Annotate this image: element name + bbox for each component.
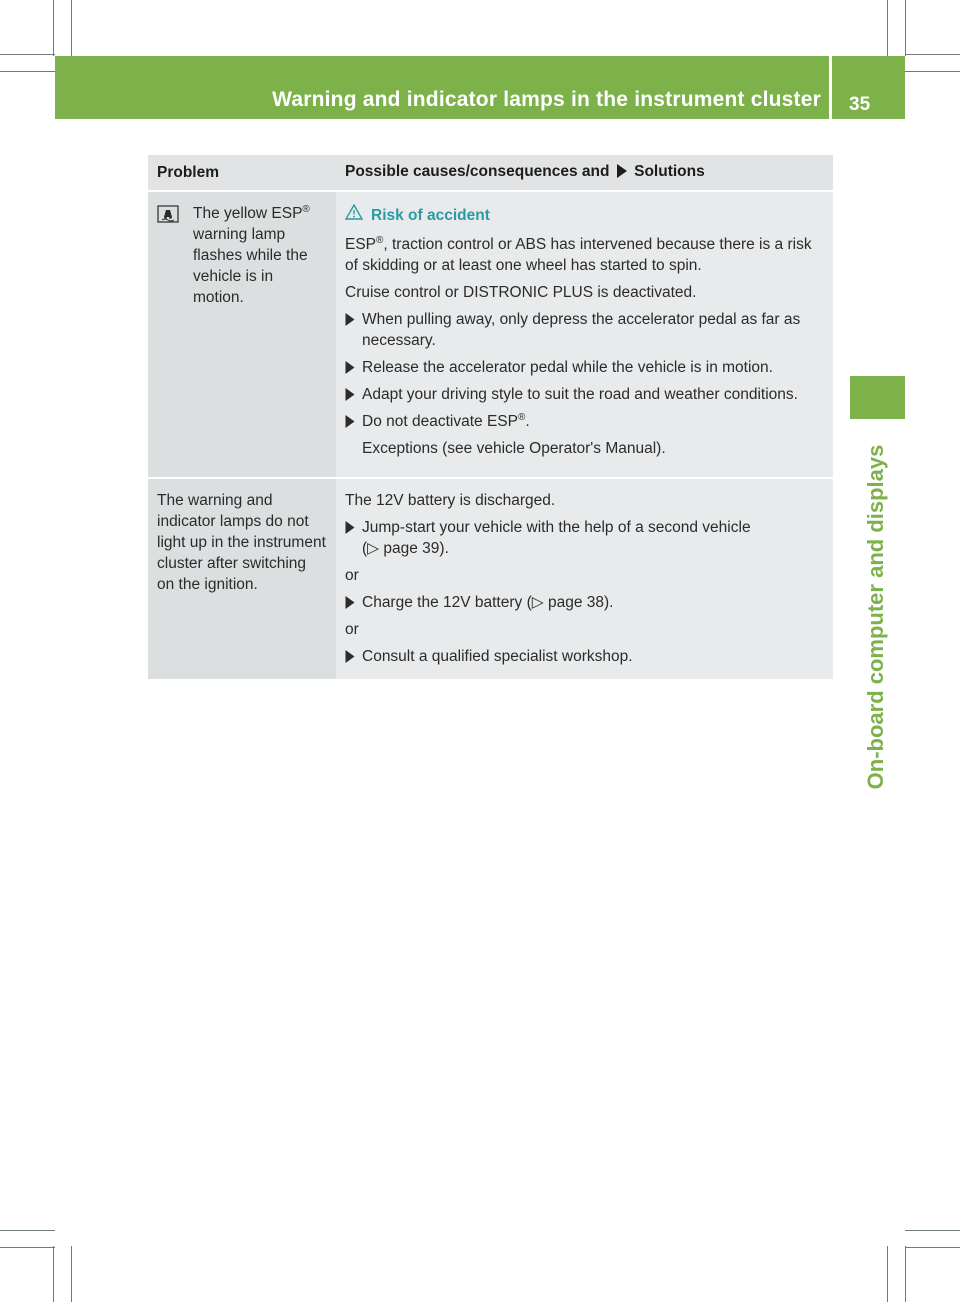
action-arrow-icon	[345, 517, 362, 538]
registered-mark: ®	[517, 411, 526, 423]
crop-mark	[905, 1247, 960, 1248]
step-text: When pulling away, only depress the accelerator pedal as far as necessary.	[362, 311, 801, 349]
section-label: On-board computer and displays	[863, 444, 888, 790]
column-header-solutions-b: Solutions	[634, 163, 705, 180]
column-header-solutions-a: Possible causes/consequences and	[345, 163, 610, 180]
table-row	[148, 478, 833, 679]
risk-desc-a: ESP	[345, 236, 377, 253]
table-row	[148, 191, 833, 478]
action-arrow-icon	[345, 384, 362, 405]
crop-mark	[71, 0, 72, 56]
solution-cell	[336, 191, 833, 478]
step-text: Jump-start your vehicle with the help of a second vehicle	[362, 519, 751, 536]
crop-mark	[53, 0, 54, 56]
or-separator: or	[345, 567, 359, 584]
esp-warning-icon	[157, 205, 179, 308]
action-arrow-icon	[345, 411, 362, 432]
action-arrow-icon	[345, 309, 362, 351]
page-title: Warning and indicator lamps in the instrument cluster	[272, 88, 821, 111]
table-header-row	[148, 155, 833, 191]
column-header-solutions	[336, 155, 833, 191]
step-text: Adapt your driving style to suit the road and weather conditions.	[362, 386, 798, 403]
list-item	[345, 646, 824, 667]
crop-mark	[0, 71, 55, 72]
warning-triangle-icon	[345, 204, 363, 226]
action-arrow-icon	[616, 163, 628, 184]
risk-desc-b: , traction control or ABS has intervened because there is a risk of skidding or at least one wheel has started to spin.	[345, 236, 812, 274]
column-header-problem: Problem	[148, 155, 336, 191]
section-tab	[850, 376, 905, 419]
page-number: 35	[849, 94, 871, 115]
step-text: Consult a qualified specialist workshop.	[362, 648, 633, 665]
crop-mark	[905, 71, 960, 72]
step-text	[362, 411, 530, 432]
list-item	[345, 357, 824, 378]
step-text: Charge the 12V battery (▷ page 38).	[362, 594, 614, 611]
step-text-a: Do not deactivate ESP	[362, 413, 518, 430]
registered-mark: ®	[376, 234, 384, 246]
crop-mark	[0, 1230, 55, 1231]
crop-mark	[905, 0, 906, 56]
exceptions-note: Exceptions (see vehicle Operator's Manual).	[362, 440, 666, 457]
risk-warning	[345, 204, 824, 226]
problem-cell	[148, 478, 336, 679]
header-divider	[829, 56, 832, 119]
warning-lamps-table	[148, 155, 833, 679]
problem-cell	[148, 191, 336, 478]
action-arrow-icon	[345, 592, 362, 613]
problem-text	[193, 203, 327, 308]
risk-title: Risk of accident	[371, 206, 490, 224]
list-item	[345, 384, 824, 405]
problem-text-b: warning lamp flashes while the vehicle is in motion.	[193, 226, 308, 306]
crop-mark	[53, 1246, 54, 1302]
page-reference: (▷ page 39).	[362, 540, 449, 557]
list-item	[345, 592, 824, 613]
step-text: Release the accelerator pedal while the vehicle is in motion.	[362, 359, 773, 376]
crop-mark	[905, 1246, 906, 1302]
list-item	[345, 517, 824, 538]
crop-mark	[887, 1246, 888, 1302]
battery-note: The 12V battery is discharged.	[345, 492, 556, 509]
crop-mark	[0, 54, 55, 55]
action-arrow-icon	[345, 646, 362, 667]
cruise-note: Cruise control or DISTRONIC PLUS is deactivated.	[345, 284, 697, 301]
registered-mark: ®	[302, 203, 310, 215]
step-text-b: .	[525, 413, 530, 430]
crop-mark	[71, 1246, 72, 1302]
crop-mark	[887, 0, 888, 56]
problem-text: The warning and indicator lamps do not light up in the instrument cluster after switching on the ignition.	[157, 492, 326, 593]
crop-mark	[0, 1247, 55, 1248]
list-item	[345, 309, 824, 351]
list-item	[345, 411, 824, 432]
risk-description	[345, 234, 824, 276]
action-arrow-icon	[345, 357, 362, 378]
crop-mark	[905, 1230, 960, 1231]
problem-text-a: The yellow ESP	[193, 205, 303, 222]
crop-mark	[905, 54, 960, 55]
or-separator: or	[345, 621, 359, 638]
solution-cell	[336, 478, 833, 679]
